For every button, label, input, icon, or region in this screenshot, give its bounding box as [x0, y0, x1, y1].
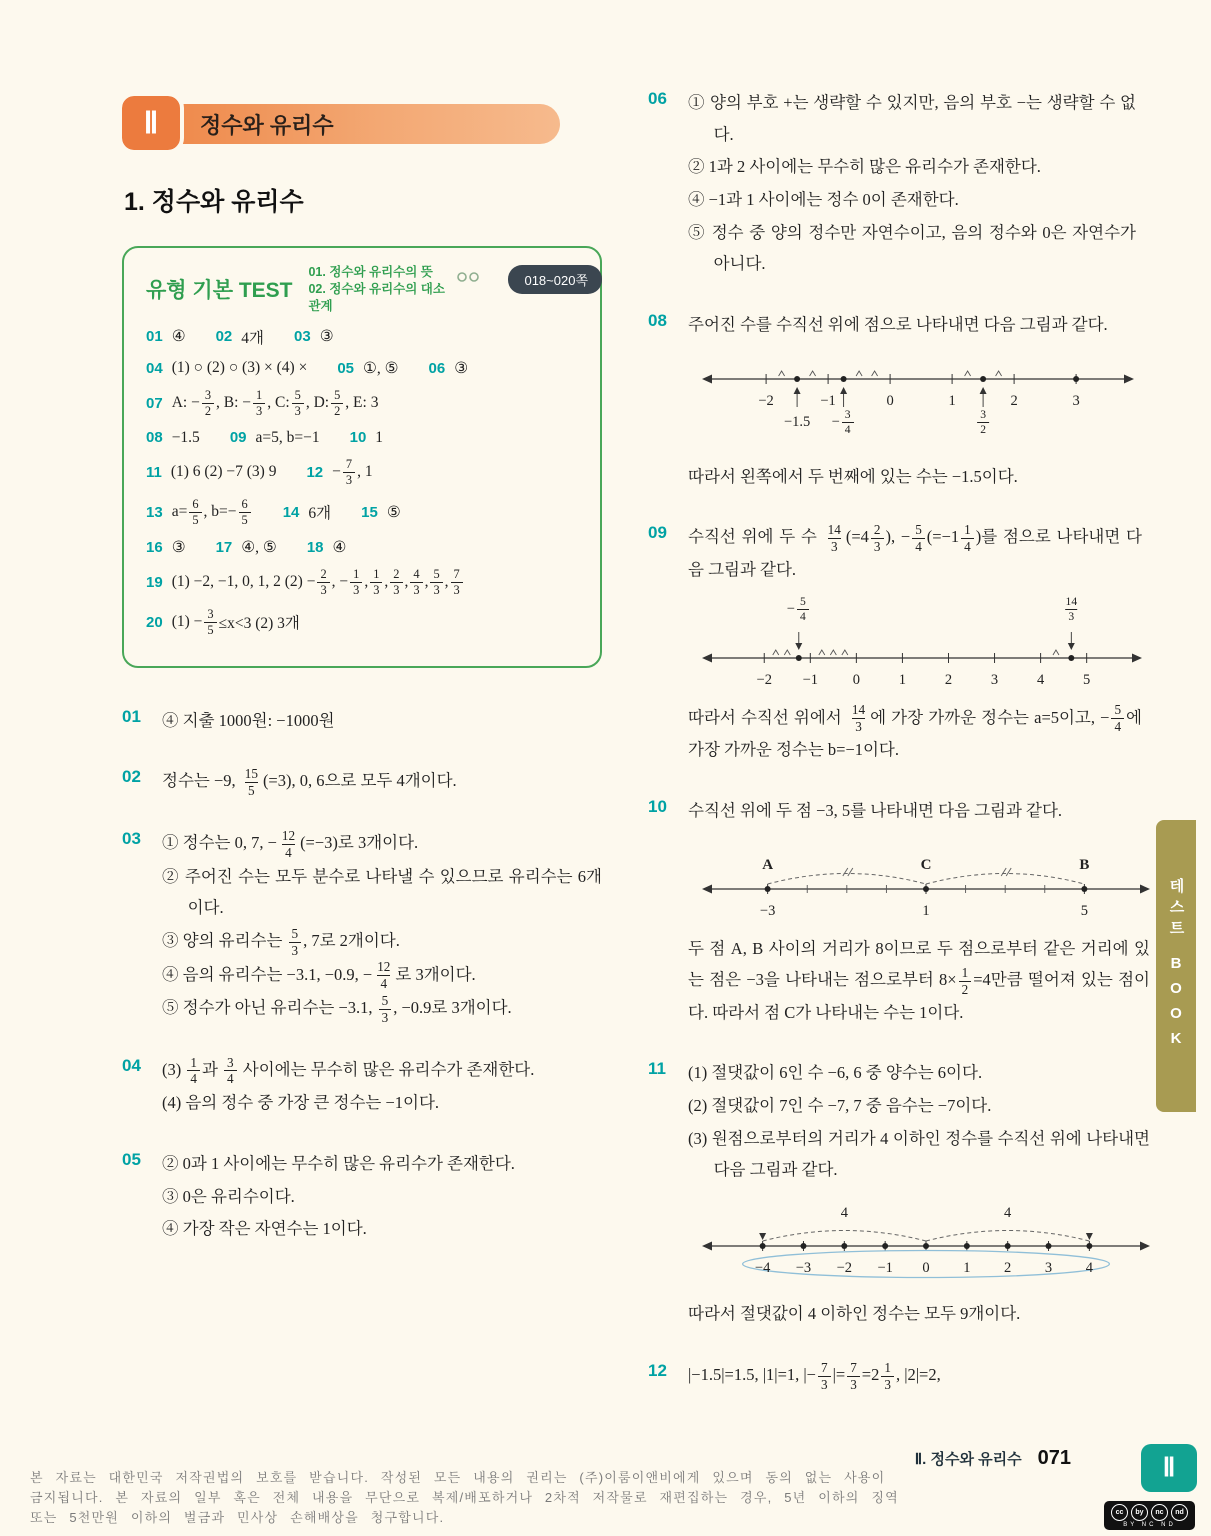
solution-line: 따라서 수직선 위에서 $\frac{14}{3}$ 에 가장 가까운 정수는 a=5이고, − $\frac{5}{4}$ 에 가장 가까운 정수는 b=−1이다.: [688, 702, 1142, 760]
solution-body: [162, 826, 602, 1026]
solution-line: (1) 절댓값이 6인 수 −6, 6 중 양수는 6이다.: [688, 1063, 983, 1083]
answer-number: 07: [146, 394, 163, 412]
solution-line: 정수는 −9, $\frac{15}{5}$ (=3), 0, 6으로 모두 4개이다.: [162, 766, 457, 799]
solution-line: 수직선 위에 두 수 $\frac{14}{3}$ (=4 $\frac{2}{3}$ ), − $\frac{5}{4}$ (=−1 $\frac{1}{4}$ )를 점으로 나타내면 다음 그림과 같다.: [688, 522, 1142, 579]
fraction: $\frac{12}{4}$: [377, 959, 391, 992]
answer-value: 1: [375, 428, 384, 446]
clip-icon: [456, 270, 482, 289]
solution-line: ⑤ 정수가 아닌 유리수는 −3.1, $\frac{5}{3}$ , −0.9로 3개이다.: [162, 992, 512, 1025]
answer-number: 14: [282, 503, 300, 521]
solution-body: [688, 1358, 1136, 1393]
solution-line: ② 1과 2 사이에는 무수히 많은 유리수가 존재한다.: [688, 157, 1041, 177]
fraction: $\frac{2}{3}$: [871, 523, 884, 554]
solution: [648, 794, 1150, 1030]
fraction: $\frac{1}{3}$: [370, 568, 382, 597]
solution: [122, 764, 602, 799]
answer-value: 6개: [308, 505, 332, 523]
solution-line: 따라서 왼쪽에서 두 번째에 있는 수는 −1.5이다.: [688, 466, 1018, 486]
answer-value: ④: [332, 538, 347, 556]
solution-body: [688, 308, 1136, 493]
numberline-tick-label: 1: [898, 671, 907, 688]
solution-line: 수직선 위에 두 점 −3, 5를 나타내면 다음 그림과 같다.: [688, 800, 1063, 820]
left-column: [122, 96, 602, 1273]
fraction: $\frac{4}{3}$: [410, 568, 422, 597]
solution: [648, 520, 1142, 767]
answer-box-header: [146, 264, 588, 315]
numberline-point-name: C: [920, 856, 932, 873]
answer-item: [216, 326, 264, 348]
answer-value: A: − $\frac{3}{2}$ , B: − $\frac{1}{3}$ , C: $\frac{5}{3}$ , D: $\frac{5}{2}$ , E: 3: [171, 387, 379, 418]
solution-line: ② 주어진 수는 모두 분수로 나타낼 수 있으므로 유리수는 6개이다.: [162, 866, 602, 918]
numberline-tick-label: −3: [759, 902, 776, 919]
solution-body: [162, 1053, 602, 1120]
answer-item: [294, 327, 334, 346]
solution-number: 01: [122, 706, 141, 726]
answer-item: [361, 503, 401, 522]
solution-line: ④ 음의 유리수는 −3.1, −0.9, − $\frac{12}{4}$ 로 3개이다.: [162, 959, 476, 992]
side-tab-english-label: BOOK: [1167, 954, 1185, 1055]
answer-number: 05: [337, 359, 354, 377]
footer-page-reference: [915, 1447, 1071, 1470]
answer-value: ③: [171, 538, 186, 556]
answer-number: 03: [294, 328, 311, 346]
fraction: $\frac{1}{4}$: [187, 1056, 200, 1087]
numberline-tick-label: 1: [963, 1260, 971, 1277]
answer-item: [306, 458, 372, 487]
answer-number: 16: [146, 538, 163, 556]
test-box-subtitle-2: 02. 정수와 유리수의 대소 관계: [308, 281, 445, 313]
answer-item: [350, 429, 383, 447]
solution-line: ③ 0은 유리수이다.: [162, 1186, 295, 1206]
fraction: $\frac{14}{3}$: [1065, 594, 1078, 623]
solution-line: ① 정수는 0, 7, − $\frac{12}{4}$ (=−3)로 3개이다.: [162, 827, 419, 860]
person-icon: by: [1131, 1504, 1148, 1521]
numberline-tick-label: 0: [852, 671, 860, 688]
fraction: $\frac{7}{3}$: [847, 1361, 860, 1392]
numberline-arc-label: 4: [1004, 1205, 1012, 1222]
fraction: $\frac{7}{3}$: [343, 458, 355, 487]
numberline-tick-label: −1: [877, 1260, 893, 1277]
answer-item: [146, 538, 186, 557]
solution-body: [162, 764, 602, 799]
answer-number: 11: [146, 463, 162, 481]
solution: [648, 86, 1136, 281]
solution: [122, 1053, 602, 1120]
solution-line: ⑤ 정수 중 양의 정수만 자연수이고, 음의 정수와 0은 자연수가 아니다.: [688, 222, 1136, 274]
test-box-subtitles: [308, 264, 458, 315]
fraction: $\frac{5}{3}$: [292, 389, 304, 418]
answer-value: (1) − $\frac{3}{5}$ ≤x<3 (2) 3개: [171, 606, 300, 637]
solution-body: [688, 520, 1142, 767]
answer-number: 04: [146, 359, 163, 377]
numberline-tick-label: 2: [1010, 392, 1018, 409]
solution-number: 03: [122, 829, 141, 849]
test-box-subtitle-1: 01. 정수와 유리수의 뜻: [308, 265, 433, 279]
solution-line: (4) 음의 정수 중 가장 큰 정수는 −1이다.: [162, 1093, 440, 1113]
answer-item: [146, 608, 300, 637]
answer-list: [146, 326, 578, 637]
answer-number: 10: [349, 429, 367, 447]
fraction: $\frac{5}{4}$: [912, 523, 925, 554]
solution-number: 10: [648, 796, 667, 816]
fraction: $\frac{1}{3}$: [350, 568, 362, 597]
solution-line: ② 0과 1 사이에는 무수히 많은 유리수가 존재한다.: [162, 1153, 515, 1173]
footer-chapter-ref: Ⅱ. 정수와 유리수: [914, 1451, 1022, 1468]
answer-number: 06: [428, 359, 446, 377]
numberline-tick-label: −2: [836, 1260, 853, 1277]
answer-number: 20: [146, 613, 163, 631]
answer-number: 19: [146, 573, 163, 591]
fraction: $\frac{5}{2}$: [331, 389, 343, 418]
answer-number: 17: [215, 538, 233, 556]
numberline-tick-label: 5: [1080, 902, 1088, 919]
solutions-left: [122, 704, 602, 1246]
fraction: $\frac{5}{3}$: [379, 994, 392, 1025]
copyright-line: 또는 5천만원 이하의 벌금과 민사상 손해배상을 청구합니다.: [30, 1509, 445, 1525]
numberline-tick-label: −2: [758, 392, 774, 409]
fraction: $\frac{3}{4}$: [842, 409, 854, 436]
answer-number: 15: [361, 503, 378, 521]
numberline-tick-label: 2: [944, 671, 953, 688]
answer-value: ④, ⑤: [241, 538, 277, 556]
right-column: [648, 86, 1150, 1419]
side-tab-korean-label: 테스트: [1167, 877, 1185, 941]
answer-value: (1) ○ (2) ○ (3) × (4) ×: [171, 359, 308, 377]
numberline-point-label: [975, 409, 991, 437]
chapter-number: Ⅱ: [143, 106, 159, 140]
cc-license-caption: BY NC ND: [1123, 1522, 1176, 1528]
answer-value: 4개: [241, 329, 265, 347]
fraction: $\frac{3}{2}$: [202, 389, 214, 418]
solution-number: 04: [122, 1055, 141, 1075]
answer-value: −1.5: [171, 428, 200, 446]
answer-row: [146, 458, 578, 487]
fraction: $\frac{6}{5}$: [239, 498, 251, 527]
numberline-figure: [702, 1194, 1150, 1288]
fraction: $\frac{14}{3}$: [827, 522, 841, 555]
cc-license-icons: [1111, 1504, 1188, 1521]
answer-item: [230, 429, 320, 447]
no-dollar-icon: nc: [1151, 1504, 1168, 1521]
solution-line: ④ 가장 작은 자연수는 1이다.: [162, 1219, 367, 1239]
fraction: $\frac{3}{4}$: [224, 1056, 237, 1087]
numberline-tick-label: 2: [1004, 1260, 1012, 1277]
answer-number: 02: [215, 328, 233, 346]
numberline-point-name: B: [1079, 856, 1090, 873]
chapter-banner: [156, 104, 560, 144]
numberline-tick-label: −2: [756, 671, 772, 688]
numberline-tick-label: −4: [754, 1260, 771, 1277]
section-title: 1. 정수와 유리수: [124, 188, 304, 216]
fraction: $\frac{1}{3}$: [881, 1361, 894, 1392]
corner-chapter-badge: [1141, 1444, 1197, 1492]
answer-value: a=5, b=−1: [255, 428, 320, 446]
answer-row: [146, 326, 578, 348]
solution-line: ④ 지출 1000원: −1000원: [162, 710, 335, 730]
fraction: $\frac{5}{3}$: [289, 927, 302, 958]
numberline-tick-label: 0: [886, 392, 894, 409]
solution-number: 12: [648, 1360, 667, 1380]
fraction: $\frac{1}{3}$: [253, 389, 265, 418]
cc-license-badge: [1104, 1501, 1195, 1530]
fraction: $\frac{3}{2}$: [977, 409, 989, 436]
footer-page-number: 071: [1037, 1447, 1071, 1469]
fraction: $\frac{6}{5}$: [189, 498, 201, 527]
chapter-banner-title: 정수와 유리수: [200, 112, 334, 138]
answer-number: 09: [229, 429, 247, 447]
numberline-tick-label: −1: [802, 671, 819, 688]
answer-value: ①, ⑤: [363, 359, 399, 377]
answer-item: [146, 327, 186, 346]
answer-number: 01: [146, 328, 163, 346]
answer-row: [146, 498, 578, 527]
answer-value: ③: [454, 359, 469, 377]
copyright-line: 금지됩니다. 본 자료의 일부 혹은 전체 내용을 무단으로 복제/배포하거나 2차적 저작물로 재편집하는 경우, 5년 이하의 징역: [30, 1489, 899, 1505]
solution-number: 09: [648, 523, 667, 543]
fraction: $\frac{5}{4}$: [797, 596, 809, 623]
answer-row: [146, 538, 578, 557]
solution-number: 05: [122, 1149, 141, 1169]
solution-line: 주어진 수를 수직선 위에 점으로 나타내면 다음 그림과 같다.: [688, 315, 1108, 335]
numberline-point-label: −1.5: [783, 413, 811, 430]
solution-line: (2) 절댓값이 7인 수 −7, 7 중 음수는 −7이다.: [688, 1096, 992, 1116]
solution-line: 따라서 절댓값이 4 이하인 정수는 모두 9개이다.: [688, 1304, 1021, 1324]
answer-row: [146, 359, 578, 378]
answer-value: ④: [171, 328, 186, 346]
fraction: $\frac{7}{3}$: [451, 568, 463, 597]
solutions-right: [648, 86, 1150, 1392]
answer-number: 12: [306, 463, 324, 481]
numberline-tick-label: 4: [1085, 1260, 1093, 1277]
answer-row: [146, 429, 578, 447]
answer-box: [122, 246, 602, 668]
answer-item: [146, 359, 307, 377]
answer-item: [429, 359, 469, 378]
answer-value: − $\frac{7}{3}$ , 1: [332, 456, 373, 487]
fraction: $\frac{14}{3}$: [851, 702, 866, 735]
answer-item: [307, 538, 347, 557]
fraction: $\frac{1}{2}$: [959, 966, 972, 997]
numberline-point-name: A: [762, 856, 774, 873]
solution: [648, 1358, 1136, 1393]
answer-row: [146, 608, 578, 637]
answer-item: [146, 463, 276, 481]
fraction: $\frac{5}{4}$: [1111, 703, 1124, 734]
numberline-figure: [702, 594, 1142, 692]
solution-body: [162, 704, 602, 738]
numberline-tick-label: 0: [922, 1260, 930, 1277]
fraction: $\frac{1}{4}$: [961, 523, 974, 554]
answer-number: 08: [146, 429, 163, 447]
numberline-arc-label: 4: [840, 1205, 848, 1222]
solution-body: [688, 794, 1150, 1030]
answer-value: (1) −2, −1, 0, 1, 2 (2) − $\frac{2}{3}$ , − $\frac{1}{3}$ , $\frac{1}{3}$ , $\frac{2}{3}$ , $\frac{4}{3}$ , $\frac{5}{3}$ , $\frac{7}{3}$: [172, 568, 465, 597]
answer-value: ③: [319, 328, 334, 346]
numberline-tick-label: 5: [1083, 671, 1091, 688]
solution-number: 06: [648, 89, 667, 108]
answer-item: [283, 501, 331, 523]
numberline-tick-label: −1: [820, 392, 836, 409]
numberline-tick-label: 3: [1044, 1260, 1053, 1277]
answer-number: 18: [306, 538, 324, 556]
answer-item: [216, 538, 277, 557]
answer-row: [146, 568, 578, 597]
numberline-tick-label: 3: [990, 671, 999, 688]
fraction: $\frac{2}{3}$: [390, 568, 402, 597]
fraction: $\frac{12}{4}$: [281, 827, 296, 860]
solution-line: ④ −1과 1 사이에는 정수 0이 존재한다.: [688, 190, 959, 210]
answer-item: [146, 568, 465, 597]
answer-number: 13: [146, 503, 163, 521]
numberline-tick-label: 1: [948, 392, 956, 409]
solution: [122, 1147, 602, 1246]
solution-line: ① 양의 부호 +는 생략할 수 있지만, 음의 부호 −는 생략할 수 없다.: [688, 93, 1136, 144]
solution-body: [688, 86, 1136, 281]
fraction: $\frac{15}{5}$: [244, 766, 258, 799]
chapter-badge: [122, 96, 180, 150]
answer-value: ⑤: [386, 503, 401, 521]
answer-item: [146, 498, 253, 527]
numberline-figure: [702, 835, 1150, 923]
solution-line: 두 점 A, B 사이의 거리가 8이므로 두 점으로부터 같은 거리에 있는 점은 −3을 나타내는 점으로부터 8× $\frac{1}{2}$ =4만큼 떨어져 있는 점이다. 따라서 점 C가 나타내는 수는 1이다.: [688, 938, 1150, 1022]
solution: [122, 826, 602, 1026]
copyright-line: 본 자료는 대한민국 저작권법의 보호를 받습니다. 작성된 모든 내용의 권리는 (주)이룸이앤비에게 있으며 동의 없는 사용이: [30, 1469, 886, 1485]
fraction: $\frac{3}{5}$: [204, 608, 216, 637]
answer-item: [337, 359, 398, 378]
answer-item: [146, 389, 378, 418]
copyright-notice: [30, 1468, 1090, 1528]
solution-body: [688, 1056, 1150, 1330]
numberline-point-label: − $\frac{5}{4}$: [787, 596, 811, 624]
corner-chapter-number: Ⅱ: [1162, 1453, 1176, 1482]
solution-line: |−1.5|=1.5, |1|=1, |− $\frac{7}{3}$ |= $\frac{7}{3}$ =2 $\frac{1}{3}$ , |2|=2,: [688, 1359, 941, 1392]
solution-line: (3) 원점으로부터의 거리가 4 이하인 정수를 수직선 위에 나타내면 다음 그림과 같다.: [688, 1128, 1150, 1180]
solution: [648, 308, 1136, 493]
solution: [122, 704, 602, 738]
numberline-tick-label: −3: [795, 1260, 812, 1277]
answer-item: [146, 429, 200, 447]
chapter-header: [122, 96, 602, 156]
fraction: $\frac{5}{3}$: [430, 568, 442, 597]
numberline-tick-label: 1: [922, 902, 930, 919]
numberline-tick-label: 4: [1036, 671, 1045, 688]
solution-line: (3) $\frac{1}{4}$ 과 $\frac{3}{4}$ 사이에는 무수히 많은 유리수가 존재한다.: [162, 1054, 535, 1087]
solution-number: 11: [648, 1059, 666, 1079]
numberline-point-label: − $\frac{3}{4}$: [832, 409, 856, 437]
answer-value: a= $\frac{6}{5}$ , b=− $\frac{6}{5}$: [172, 498, 253, 527]
solution-body: [162, 1147, 602, 1246]
fraction: $\frac{7}{3}$: [818, 1361, 831, 1392]
numberline-tick-label: 3: [1072, 392, 1080, 409]
solution: [648, 1056, 1150, 1330]
test-box-title: 유형 기본 TEST: [146, 279, 293, 303]
solution-line: ③ 양의 유리수는 $\frac{5}{3}$ , 7로 2개이다.: [162, 925, 400, 958]
solution-number: 02: [122, 767, 141, 787]
answer-row: [146, 389, 578, 418]
page-range-badge: 018~020쪽: [508, 265, 602, 294]
numberline-figure: [702, 349, 1134, 451]
fraction: $\frac{2}{3}$: [317, 568, 329, 597]
side-tab-test-book[interactable]: [1156, 820, 1196, 1112]
solution-number: 08: [648, 311, 667, 331]
answer-value: (1) 6 (2) −7 (3) 9: [170, 463, 277, 481]
numberline-point-label: [1061, 596, 1083, 624]
equals-icon: nd: [1171, 1504, 1188, 1521]
cc-icon: cc: [1111, 1504, 1128, 1521]
